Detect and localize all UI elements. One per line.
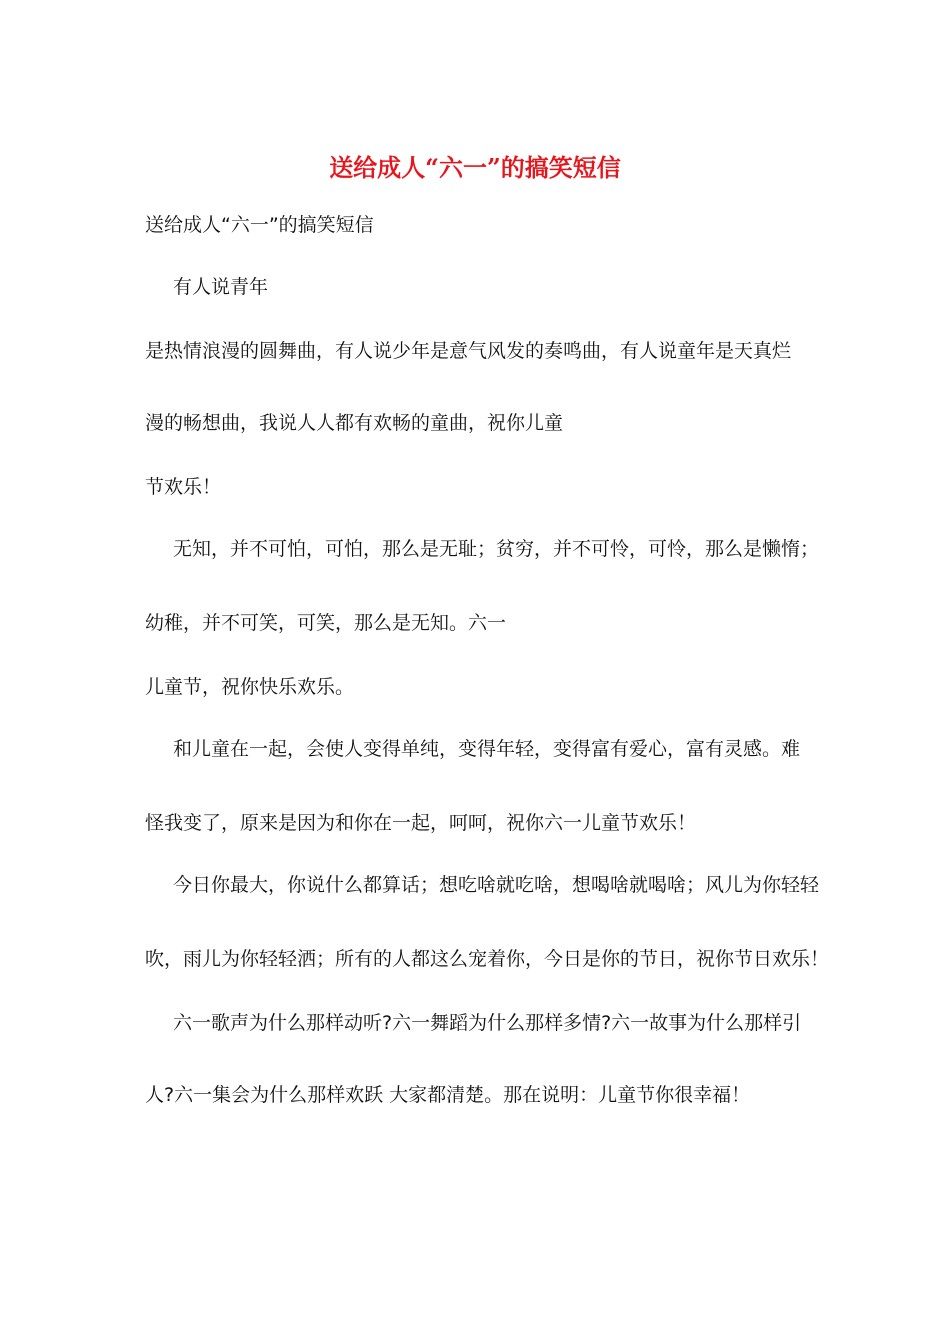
paragraph-line: 吹，雨儿为你轻轻洒；所有的人都这么宠着你，今日是你的节日，祝你节日欢乐！ — [145, 948, 830, 970]
paragraph-line: 和儿童在一起，会使人变得单纯，变得年轻，变得富有爱心，富有灵感。难 — [173, 738, 801, 760]
paragraph-line: 幼稚，并不可笑，可笑，那么是无知。六一 — [145, 612, 507, 634]
paragraph-line: 有人说青年 — [173, 276, 269, 298]
paragraph-line: 今日你最大，你说什么都算话；想吃啥就吃啥，想喝啥就喝啥；风儿为你轻轻 — [173, 874, 820, 896]
paragraph-line: 漫的畅想曲，我说人人都有欢畅的童曲，祝你儿童 — [145, 412, 564, 434]
paragraph-line: 六一歌声为什么那样动听?六一舞蹈为什么那样多情?六一故事为什么那样引 — [173, 1012, 802, 1034]
paragraph-line: 是热情浪漫的圆舞曲，有人说少年是意气风发的奏鸣曲，有人说童年是天真烂 — [145, 340, 792, 362]
paragraph-line: 节欢乐！ — [145, 476, 222, 498]
document-title: 送给成人“六一”的搞笑短信 — [329, 153, 621, 182]
paragraph-line: 无知，并不可怕，可怕，那么是无耻；贫穷，并不可怜，可怜，那么是懒惰； — [173, 538, 820, 560]
paragraph-line: 怪我变了，原来是因为和你在一起，呵呵，祝你六一儿童节欢乐！ — [145, 812, 697, 834]
paragraph-line: 人?六一集会为什么那样欢跃 大家都清楚。那在说明：儿童节你很幸福！ — [145, 1084, 751, 1106]
subtitle-line: 送给成人“六一”的搞笑短信 — [145, 214, 374, 236]
paragraph-line: 儿童节，祝你快乐欢乐。 — [145, 676, 355, 698]
